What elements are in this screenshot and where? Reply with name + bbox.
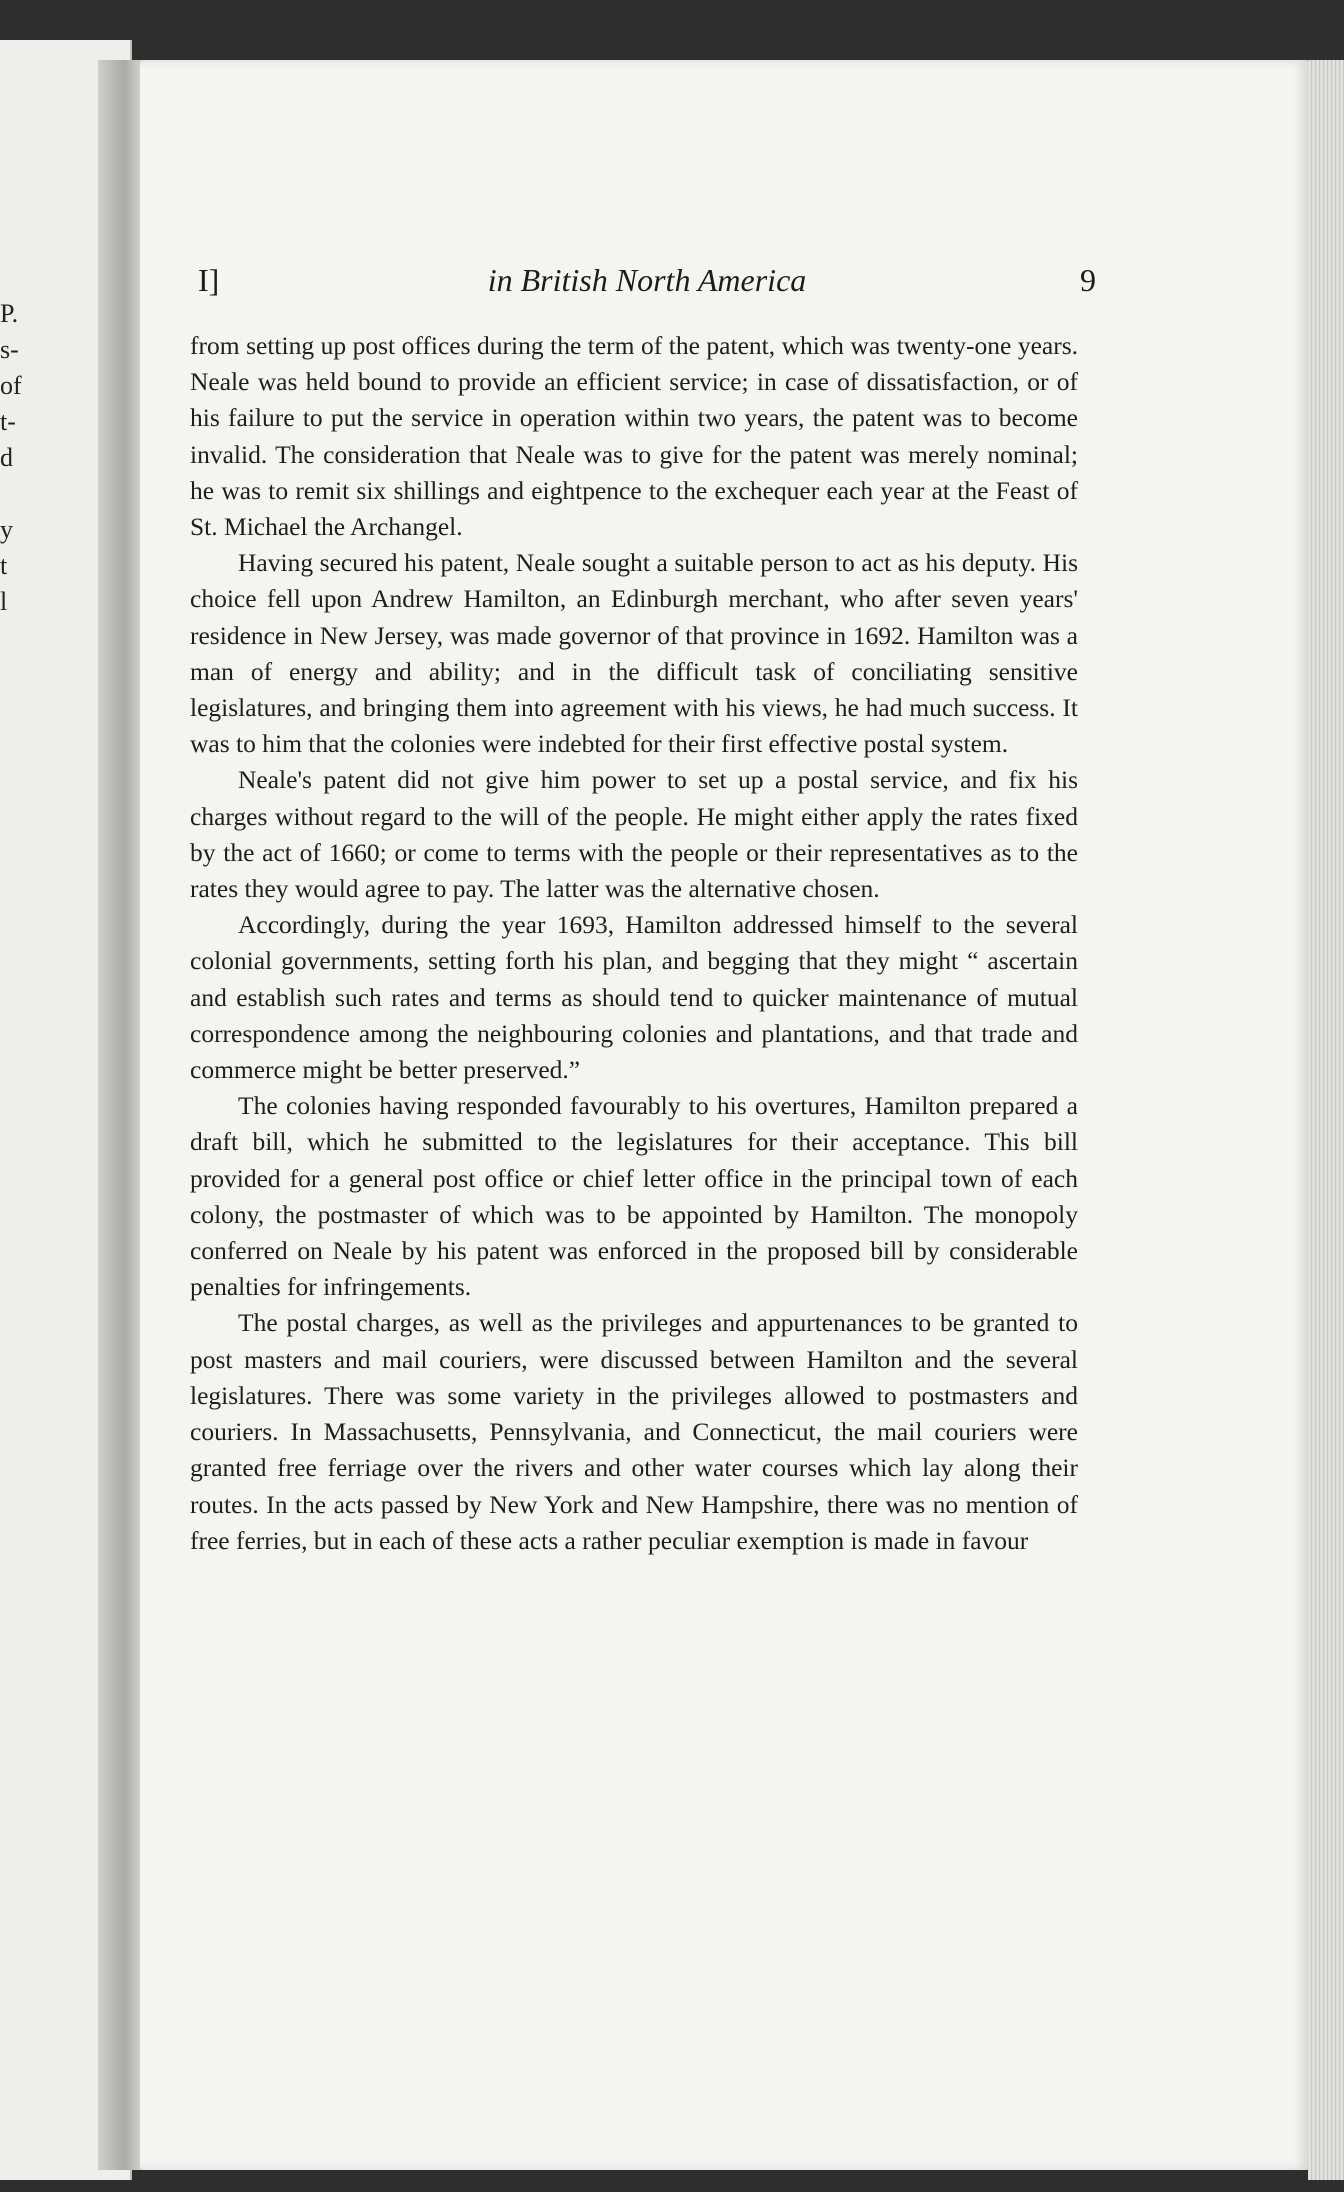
- fragment-line: d: [0, 443, 13, 472]
- paragraph: Neale's patent did not give him power to set up a postal service, and fix his charges without regard to the will of the people. He might either apply the rates fixed by the act of 1660; or come to terms with the people or their representatives as to the rates they would agree to pay. The latter was the alternative chosen.: [190, 765, 1078, 904]
- page-header: [198, 262, 1096, 308]
- previous-page-fragments: [0, 296, 40, 620]
- paragraph: The postal charges, as well as the privileges and appurtenances to be granted to post masters and mail couriers, were discussed between Hamilton and the several legislatures. There was some variety in the privileges allowed to postmasters and couriers. In Massachusetts, Pennsylvania, and Connecticut, the mail couriers were granted free ferriage over the rivers and other water courses which lay along their routes. In the acts passed by New York and New Hampshire, there was no mention of free ferries, but in each of these acts a rather peculiar exemption is made in favour: [190, 1308, 1078, 1555]
- paragraph: Having secured his patent, Neale sought a suitable person to act as his deputy. His choice fell upon Andrew Hamilton, an Edinburgh merchant, who after seven years' residence in New Jersey, was made governor of that province in 1692. Hamilton was a man of energy and ability; and in the difficult task of conciliating sensitive legislatures, and bringing them into agreement with his views, he had much success. It was to him that the colonies were indebted for their first effective postal system.: [190, 548, 1078, 759]
- fragment-line: of: [0, 371, 22, 400]
- fragment-line: t-: [0, 407, 16, 436]
- fragment-line: t: [0, 551, 8, 580]
- book-gutter: [98, 60, 146, 2170]
- page-number: 9: [1080, 262, 1096, 298]
- body-text: [190, 328, 1078, 1559]
- running-title: in British North America: [487, 262, 807, 298]
- fragment-line: l: [0, 587, 8, 616]
- page-edges: [1308, 60, 1344, 2180]
- chapter-marker: I]: [198, 262, 220, 298]
- fragment-line: s-: [0, 335, 19, 364]
- fragment-line: P.: [0, 299, 19, 328]
- paragraph: from setting up post offices during the term of the patent, which was twenty-one years. Neale was held bound to provide an efficient service; in case of dissatisfaction, or of his failure to put the service in operation within two years, the patent was to become invalid. The consideration that Neale was to give for the patent was merely nominal; he was to remit six shillings and eightpence to the exchequer each year at the Feast of St. Michael the Archangel.: [190, 331, 1078, 542]
- fragment-line: y: [0, 515, 13, 544]
- fragment-line: [0, 476, 40, 512]
- paragraph: Accordingly, during the year 1693, Hamilton addressed himself to the several colonial governments, setting forth his plan, and begging that they might “ ascertain and establish such rates and terms as should tend to quicker maintenance of mutual correspondence among the neighbouring colonies and plantations, and that trade and commerce might be better preserved.”: [190, 910, 1078, 1085]
- paragraph: The colonies having responded favourably to his overtures, Hamilton prepared a draft bill, which he submitted to the legislatures for their acceptance. This bill provided for a general post office or chief letter office in the principal town of each colony, the postmaster of which was to be appointed by Hamilton. The monopoly conferred on Neale by his patent was enforced in the proposed bill by considerable penalties for infringements.: [190, 1091, 1078, 1302]
